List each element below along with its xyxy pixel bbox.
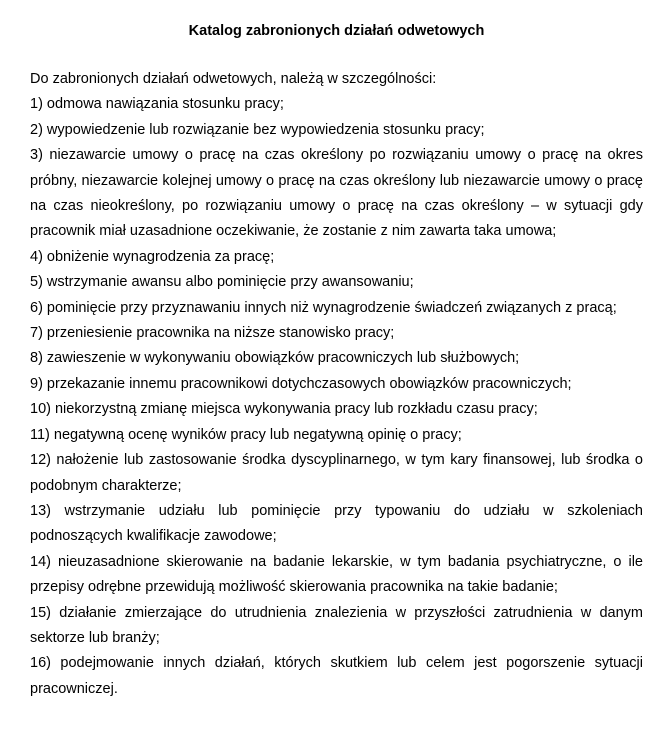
list-item: 13) wstrzymanie udziału lub pominięcie przy typowaniu do udziału w szkoleniach podnoszących kwalifikacje zawodowe;	[30, 502, 643, 545]
document-body	[30, 67, 643, 702]
list-item: 7) przeniesienie pracownika na niższe stanowisko pracy;	[30, 325, 395, 342]
document-title: Katalog zabronionych działań odwetowych	[188, 23, 485, 39]
list-item: 2) wypowiedzenie lub rozwiązanie bez wypowiedzenia stosunku pracy;	[30, 121, 485, 138]
list-item: 8) zawieszenie w wykonywaniu obowiązków pracowniczych lub służbowych;	[30, 350, 520, 367]
intro-paragraph: Do zabronionych działań odwetowych, należą w szczególności:	[30, 71, 437, 87]
list-item: 11) negatywną ocenę wyników pracy lub negatywną opinię o pracy;	[30, 426, 462, 443]
list-item: 3) niezawarcie umowy o pracę na czas określony po rozwiązaniu umowy o pracę na okres próbny, niezawarcie kolejnej umowy o pracę na czas określony lub niezawarcie umowy o pracę na czas nieokreślony, po rozwiązaniu umowy o pracę na czas określony – w sytuacji gdy pracownik miał uzasadnione oczekiwanie, że zostanie z nim zawarta taka umowa;	[30, 147, 643, 240]
list-item: 9) przekazanie innemu pracownikowi dotychczasowych obowiązków pracowniczych;	[30, 375, 572, 392]
list-item: 6) pominięcie przy przyznawaniu innych niż wynagrodzenie świadczeń związanych z pracą;	[30, 299, 617, 316]
list-item: 1) odmowa nawiązania stosunku pracy;	[30, 96, 284, 113]
list-item: 10) niekorzystną zmianę miejsca wykonywania pracy lub rozkładu czasu pracy;	[30, 401, 538, 418]
list-item: 4) obniżenie wynagrodzenia za pracę;	[30, 248, 275, 265]
list-item: 12) nałożenie lub zastosowanie środka dyscyplinarnego, w tym kary finansowej, lub środka o podobnym charakterze;	[30, 452, 643, 494]
list-item: 14) nieuzasadnione skierowanie na badanie lekarskie, w tym badania psychiatryczne, o ile przepisy odrębne przewidują możliwość skierowania pracownika na takie badanie;	[30, 553, 643, 596]
list-item: 16) podejmowanie innych działań, których skutkiem lub celem jest pogorszenie sytuacji pracowniczej.	[30, 655, 643, 697]
list-item: 15) działanie zmierzające do utrudnienia znalezienia w przyszłości zatrudnienia w danym sektorze lub branży;	[30, 604, 643, 646]
list-item: 5) wstrzymanie awansu albo pominięcie przy awansowaniu;	[30, 274, 414, 291]
